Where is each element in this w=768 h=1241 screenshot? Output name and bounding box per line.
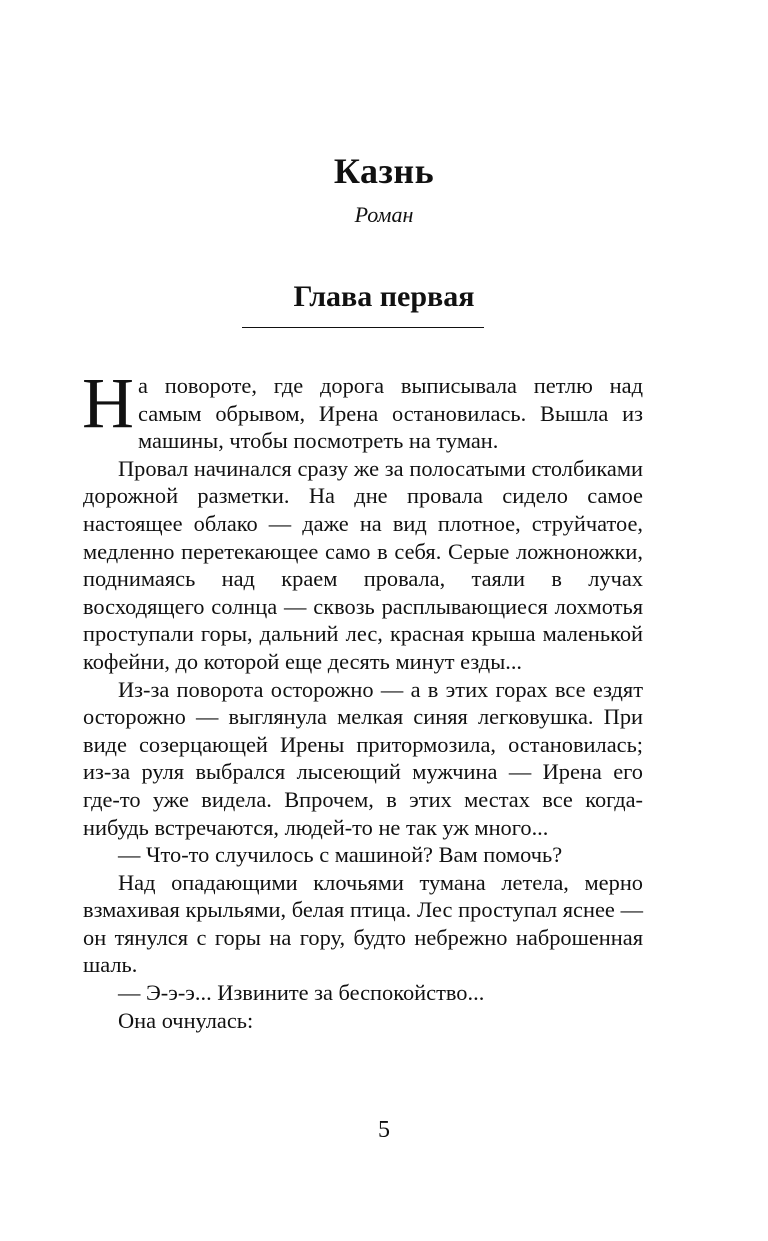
page-number: 5 bbox=[378, 1117, 390, 1143]
paragraph-1-text: а повороте, где дорога выписывала петлю над самым обрывом, Ирена остановилась. Вышла из машины, чтобы посмотреть на туман. bbox=[138, 373, 643, 454]
chapter-body bbox=[82, 363, 643, 1034]
chapter-title: Глава первая bbox=[293, 280, 475, 313]
paragraph-7: Она очнулась: bbox=[118, 1007, 254, 1033]
paragraph-5: Над опадающими клочьями тумана летела, мерно взмахивая крыльями, белая птица. Лес проступал яснее — он тянулся с горы на гору, будто небрежно наброшенная шаль. bbox=[83, 869, 643, 978]
book-title: Казнь bbox=[333, 151, 435, 191]
book-genre: Роман bbox=[354, 202, 414, 227]
paragraph-6: — Э-э-э... Извините за беспокойство... bbox=[118, 980, 485, 1006]
paragraph-4: — Что-то случилось с машиной? Вам помочь? bbox=[118, 842, 563, 868]
chapter-divider bbox=[242, 327, 484, 328]
drop-cap: Н bbox=[82, 363, 134, 443]
paragraph-2: Провал начинался сразу же за полосатыми столбиками дорожной разметки. На дне провала сидело самое настоящее облако — даже на вид плотное, струйчатое, медленно перетекающее само в себя. Серые ложноножки, поднимаясь над краем провала, таяли в лучах восходящего солнца — сквозь расплывающиеся лохмотья проступали горы, дальний лес, красная крыша маленькой кофейни, до которой еще десять минут езды... bbox=[83, 455, 643, 674]
paragraph-1 bbox=[82, 363, 643, 455]
paragraph-3: Из-за поворота осторожно — а в этих горах все ездят осторожно — выглянула мелкая синяя легковушка. При виде созерцающей Ирены притормозила, остановилась; из-за руля выбрался лысеющий мужчина — Ирена его где-то уже видела. Впрочем, в этих местах все когда-нибудь встречаются, людей-то не так уж много... bbox=[83, 676, 643, 840]
